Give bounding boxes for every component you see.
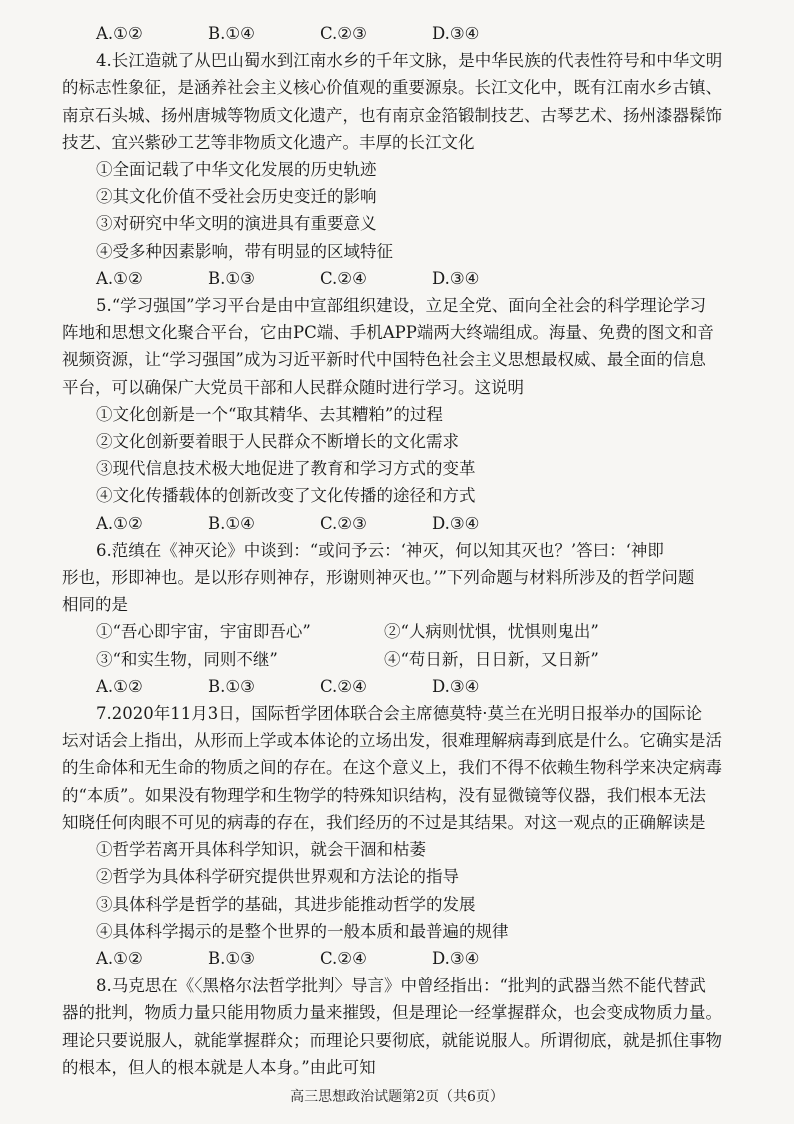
q6-statement: ③“和实生物，同则不继”: [96, 649, 278, 669]
option-c: C.②④: [320, 948, 367, 968]
option-d: D.③④: [432, 268, 480, 288]
option-a: A.①②: [96, 676, 143, 696]
question-8: [62, 972, 752, 1081]
option-c: C.②③: [320, 24, 367, 43]
option-c: C.②④: [320, 268, 367, 288]
q7-line: 的“本质”。如果没有物理学和生物学的特殊知识结构，没有显微镜等仪器，我们根本无法: [62, 785, 706, 805]
q4-statement: ④受多种因素影响，带有明显的区域特征: [96, 241, 393, 261]
q7-statement: ④具体科学揭示的是整个世界的一般本质和最普遍的规律: [96, 921, 509, 941]
question-7: [62, 700, 752, 972]
q6-line: 形也，形即神也。是以形存则神存，形谢则神灭也。’”下列命题与材料所涉及的哲学问题: [62, 568, 695, 588]
q4-line: 南京石头城、扬州唐城等物质文化遗产，也有南京金箔锻制技艺、古琴艺术、扬州漆器髹饰: [62, 105, 722, 125]
option-b: B.①③: [208, 268, 255, 288]
option-c: C.②④: [320, 676, 367, 696]
option-d: D.③④: [432, 676, 480, 696]
q7-line: 的生命体和无生命的物质之间的存在。在这个意义上，我们不得不依赖生物科学来决定病毒: [62, 758, 722, 778]
q6-statement-pair: [62, 646, 752, 673]
option-d: D.③④: [432, 948, 480, 968]
option-c: C.②③: [320, 513, 367, 533]
option-a: A.①②: [96, 268, 143, 288]
question-4: [62, 47, 752, 292]
q8-line: 8.马克思在《〈黑格尔法哲学批判〉导言》中曾经指出：“批判的武器当然不能代替武: [96, 976, 706, 996]
q8-line: 器的批判，物质力量只能用物质力量来摧毁，但是理论一经掌握群众，也会变成物质力量。: [62, 1003, 722, 1023]
q6-options: [62, 673, 752, 700]
q7-line: 知晓任何肉眼不可见的病毒的存在，我们经历的不过是其结果。对这一观点的正确解读是: [62, 812, 706, 832]
q5-line: 平台，可以确保广大党员干部和人民群众随时进行学习。这说明: [62, 377, 524, 397]
q6-statement: ④“苟日新，日日新，又日新”: [384, 649, 599, 669]
q4-statement: ②其文化价值不受社会历史变迁的影响: [96, 187, 377, 207]
q4-line: 4.长江造就了从巴山蜀水到江南水乡的千年文脉，是中华民族的代表性符号和中华文明: [96, 51, 723, 71]
question-5: [62, 292, 752, 537]
q6-statement: ①“吾心即宇宙，宇宙即吾心”: [96, 622, 311, 642]
option-a: A.①②: [96, 24, 143, 43]
q4-options: [62, 265, 752, 292]
option-d: D.③④: [432, 24, 480, 43]
q5-line: 视频资源，让“学习强国”成为习近平新时代中国特色社会主义思想最权威、最全面的信息: [62, 350, 706, 370]
q6-statement: ②“人病则忧惧，忧惧则鬼出”: [384, 622, 599, 642]
option-b: B.①③: [208, 676, 255, 696]
option-a: A.①②: [96, 948, 143, 968]
q4-statement: ③对研究中华文明的演进具有重要意义: [96, 214, 377, 234]
q4-statement: ①全面记载了中华文化发展的历史轨迹: [96, 160, 377, 180]
q5-statement: ③现代信息技术极大地促进了教育和学习方式的变革: [96, 459, 476, 479]
q5-statement: ①文化创新是一个“取其精华、去其糟粕”的过程: [96, 404, 443, 424]
q5-statement: ②文化创新要着眼于人民群众不断增长的文化需求: [96, 432, 459, 452]
q3-options: [62, 20, 752, 47]
option-a: A.①②: [96, 513, 143, 533]
q5-statement: ④文化传播载体的创新改变了文化传播的途径和方式: [96, 486, 476, 506]
page-footer: 高三思想政治试题第2页（共6页）: [290, 1089, 504, 1105]
q7-line: 7.2020年11月3日，国际哲学团体联合会主席德莫特·莫兰在光明日报举办的国际论: [96, 704, 702, 724]
q7-statement: ②哲学为具体科学研究提供世界观和方法论的指导: [96, 867, 459, 887]
q5-options: [62, 510, 752, 537]
question-6: [62, 537, 752, 700]
q7-statement: ③具体科学是哲学的基础，其进步能推动哲学的发展: [96, 894, 476, 914]
q4-line: 技艺、宜兴紫砂工艺等非物质文化遗产。丰厚的长江文化: [62, 132, 475, 152]
q6-statement-pair: [62, 618, 752, 645]
q6-line: 6.范缜在《神灭论》中谈到：“或问予云：‘神灭，何以知其灭也？’答曰：‘神即: [96, 540, 664, 560]
q8-line: 理论只要说服人，就能掌握群众；而理论只要彻底，就能说服人。所谓彻底，就是抓住事物: [62, 1030, 722, 1050]
option-b: B.①③: [208, 948, 255, 968]
q5-line: 阵地和思想文化聚合平台，它由PC端、手机APP端两大终端组成。海量、免费的图文和音: [62, 323, 714, 343]
q8-line: 的根本，但人的根本就是人本身。”由此可知: [62, 1057, 376, 1077]
q7-options: [62, 945, 752, 972]
q4-line: 的标志性象征，是涵养社会主义核心价值观的重要源泉。长江文化中，既有江南水乡古镇、: [62, 78, 722, 98]
option-b: B.①④: [208, 24, 255, 43]
q5-line: 5.“学习强国”学习平台是由中宣部组织建设，立足全党、面向全社会的科学理论学习: [96, 296, 707, 316]
q7-line: 坛对话会上指出，从形而上学或本体论的立场出发，很难理解病毒到底是什么。它确实是活: [62, 731, 722, 751]
page-content: [62, 20, 752, 1081]
option-d: D.③④: [432, 513, 480, 533]
option-b: B.①④: [208, 513, 255, 533]
q6-line: 相同的是: [62, 595, 128, 615]
q7-statement: ①哲学若离开具体科学知识，就会干涸和枯萎: [96, 840, 426, 860]
